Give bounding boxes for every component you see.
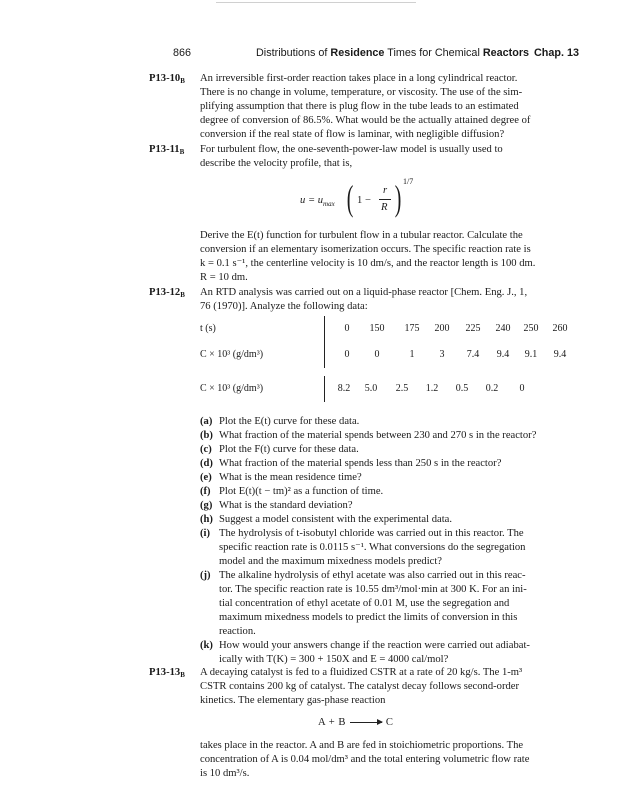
p13-11-line: describe the velocity profile, that is, — [200, 158, 353, 169]
equation-one-minus: 1 − — [357, 195, 371, 206]
item-text: Plot the F(t) curve for these data. — [219, 444, 359, 455]
table-cell: 225 — [465, 323, 481, 335]
right-paren: ) — [394, 178, 402, 218]
equation-denominator: R — [381, 202, 388, 213]
item-text: model and the maximum mixedness models predict? — [219, 556, 443, 567]
item-text: What is the mean residence time? — [219, 472, 362, 483]
item-text: The hydrolysis of t-isobutyl chloride was carried out in this reactor. The — [219, 528, 524, 539]
chapter-label: Chap. 13 — [534, 47, 580, 59]
page-top-rule — [216, 2, 416, 3]
item-text: maximum mixedness models to predict the limits of conversion in this — [219, 612, 518, 623]
running-title-mid: Times for Chemical — [387, 47, 483, 59]
p13-10-line: plifying assumption that there is plug flow in the tube leads to an estimated — [200, 101, 519, 112]
table-cell: 3 — [439, 349, 445, 361]
p13-13-after-line: is 10 dm³/s. — [200, 768, 250, 779]
velocity-equation-lhs: $u = u_{max}$ — [300, 195, 335, 209]
p13-13-line: A decaying catalyst is fed to a fluidized CSTR at a rate of 20 kg/s. The 1-m³ — [200, 667, 523, 678]
table-row — [200, 316, 575, 342]
rtd-data-table-1 — [200, 316, 575, 368]
p13-13-after-line: takes place in the reactor. A and B are fed in stoichiometric proportions. The — [200, 740, 524, 751]
table-cell: 9.4 — [496, 349, 510, 361]
item-text: Plot E(t)(t − tm)² as a function of time. — [219, 486, 384, 497]
item-text: specific reaction rate is 0.0115 s⁻¹. What conversions do the segregation — [219, 542, 526, 553]
p13-10-line: conversion if the real state of flow is laminar, with negligible diffusion? — [200, 129, 505, 140]
table-cell: 240 — [495, 323, 511, 335]
p13-11-after-line: R = 10 dm. — [200, 272, 248, 283]
problem-label-p13-10: $P13-10_B$ — [149, 73, 185, 85]
item-text: How would your answers change if the reaction were carried out adiabat- — [219, 640, 530, 651]
equation-numerator: r — [383, 185, 388, 196]
item-text: tial concentration of ethyl acetate of 0.01 M, use the segregation and — [219, 598, 510, 609]
problem-label-p13-13: $P13-13_B$ — [149, 667, 185, 679]
table-cell: 8.2 — [337, 383, 351, 395]
item-label: (k) — [200, 640, 213, 651]
item-text: What fraction of the material spends less than 250 s in the reactor? — [219, 458, 502, 469]
item-label: (j) — [200, 570, 211, 581]
p13-13-line: kinetics. The elementary gas-phase reaction — [200, 695, 386, 706]
running-title — [256, 47, 529, 60]
table-cell: 200 — [434, 323, 450, 335]
p13-13-after-line: concentration of A is 0.04 mol/dm³ and the total entering volumetric flow rate — [200, 754, 530, 765]
item-text: reaction. — [219, 626, 256, 637]
reaction-reactants: A + B — [318, 717, 346, 728]
running-title-bold-residence: Residence — [330, 47, 385, 59]
table-cell: 7.4 — [466, 349, 480, 361]
p13-11-line: For turbulent flow, the one-seventh-power-law model is usually used to — [200, 144, 503, 155]
p13-11-after-line: k = 0.1 s⁻¹, the centerline velocity is 10 dm/s, and the reactor length is 100 dm. — [200, 258, 536, 269]
item-label: (b) — [200, 430, 213, 441]
table-cell: 1.2 — [425, 383, 439, 395]
table-cell: 150 — [369, 323, 385, 335]
table-row — [200, 342, 575, 368]
table-cell: 0 — [374, 349, 380, 361]
running-title-bold-reactors: Reactors — [482, 47, 530, 59]
table-header-label: t (s) — [200, 323, 216, 335]
table-cell: 9.1 — [524, 349, 538, 361]
p13-12-line: 76 (1970)]. Analyze the following data: — [200, 301, 368, 312]
p13-12-line: An RTD analysis was carried out on a liquid-phase reactor [Chem. Eng. J., 1, — [200, 287, 528, 298]
table-row-label: C × 10³ (g/dm³) — [200, 349, 264, 361]
p13-10-line: There is no change in volume, temperature, or viscosity. The use of the sim- — [200, 87, 523, 98]
p13-10-line: degree of conversion of 86.5%. What would be the actually attained degree of — [200, 115, 531, 126]
left-paren: ( — [346, 178, 354, 218]
problem-label-p13-12: $P13-12_B$ — [149, 287, 185, 299]
rtd-data-table-2 — [200, 376, 537, 402]
item-label: (f) — [200, 486, 211, 497]
item-label: (g) — [200, 500, 213, 511]
item-label: (e) — [200, 472, 212, 483]
table-cell: 0.5 — [455, 383, 469, 395]
item-label: (h) — [200, 514, 213, 525]
table-cell: 0.2 — [485, 383, 499, 395]
table-cell: 1 — [409, 349, 415, 361]
reaction-product: C — [385, 717, 394, 728]
table-row-label: C × 10³ (g/dm³) — [200, 383, 264, 395]
item-text: ically with T(K) = 300 + 150X and E = 4000 cal/mol? — [219, 654, 449, 665]
table-row — [200, 376, 537, 402]
item-text: tor. The specific reaction rate is 10.55 dm³/mol·min at 300 K. For an ini- — [219, 584, 527, 595]
item-text: Plot the E(t) curve for these data. — [219, 416, 360, 427]
equation-exponent: 1/7 — [403, 177, 414, 186]
table-cell: 0 — [344, 349, 350, 361]
table-cell: 9.4 — [553, 349, 567, 361]
table-cell: 260 — [552, 323, 568, 335]
table-cell: 5.0 — [364, 383, 378, 395]
reaction-equation — [318, 716, 393, 729]
item-text: The alkaline hydrolysis of ethyl acetate was also carried out in this reac- — [219, 570, 526, 581]
item-label: (d) — [200, 458, 213, 469]
table-cell: 175 — [404, 323, 420, 335]
page-number: 866 — [173, 47, 192, 59]
item-label: (i) — [200, 528, 210, 539]
fraction-bar — [379, 199, 391, 200]
p13-11-after-line: Derive the E(t) function for turbulent flow in a tubular reactor. Calculate the — [200, 230, 523, 241]
table-cell: 0 — [344, 323, 350, 335]
item-text: What is the standard deviation? — [219, 500, 353, 511]
p13-13-line: CSTR contains 200 kg of catalyst. The catalyst decay follows second-order — [200, 681, 520, 692]
item-text: What fraction of the material spends between 230 and 270 s in the reactor? — [219, 430, 537, 441]
table-cell: 0 — [519, 383, 525, 395]
table-cell: 250 — [523, 323, 539, 335]
p13-11-after-line: conversion if an elementary isomerization occurs. The specific reaction rate is — [200, 244, 531, 255]
p13-10-line: An irreversible first-order reaction takes place in a long cylindrical reactor. — [200, 73, 518, 84]
item-text: Suggest a model consistent with the experimental data. — [219, 514, 453, 525]
table-cell: 2.5 — [395, 383, 409, 395]
reaction-arrow-icon — [350, 722, 382, 723]
running-title-prefix: Distributions of — [256, 47, 331, 59]
problem-label-p13-11: $P13-11_B$ — [149, 144, 185, 156]
item-label: (c) — [200, 444, 212, 455]
item-label: (a) — [200, 416, 213, 427]
